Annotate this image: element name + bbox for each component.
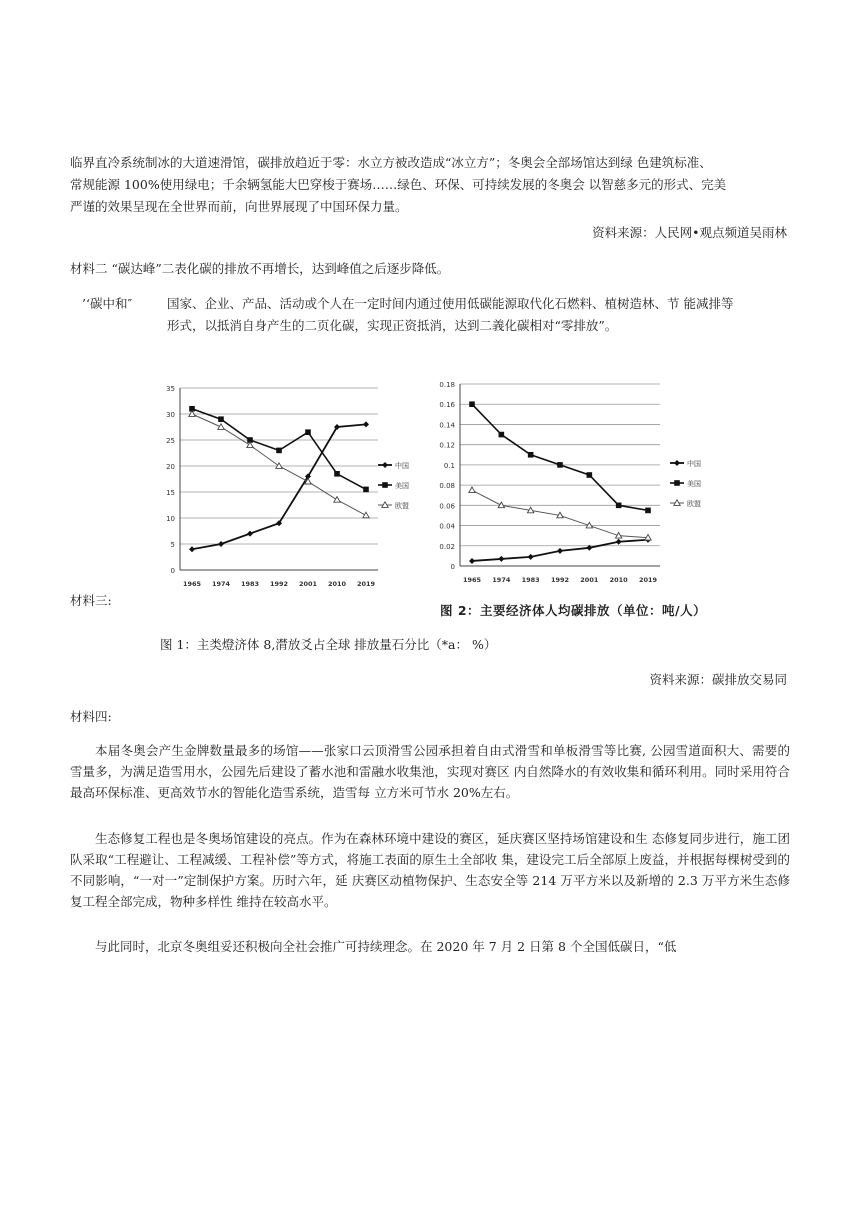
material1-source: 资料来源：人民网•观点频道吴雨林 (592, 225, 787, 240)
legend-marker (382, 482, 388, 488)
legend-label: 美国 (687, 480, 701, 488)
y-tick-label: 0.04 (439, 522, 455, 531)
data-point (334, 471, 340, 477)
x-tick-label: 2001 (298, 580, 318, 588)
material3-source: 资料来源：碳排放交易同 (649, 672, 787, 687)
data-point (498, 556, 504, 562)
legend-label: 中国 (687, 460, 701, 468)
data-point (616, 503, 622, 509)
legend-marker (382, 462, 388, 468)
chart-2-per-capita-emissions (430, 378, 720, 600)
x-tick-label: 1992 (269, 580, 289, 588)
data-point (218, 416, 224, 422)
y-tick-label: 0.16 (439, 401, 455, 410)
legend-marker (674, 480, 680, 486)
data-point (363, 512, 369, 518)
x-tick-label: 2001 (580, 576, 599, 584)
material4-paragraph-2: 生态修复工程也是冬奥场馆建设的亮点。作为在森林环境中建设的赛区，延庆赛区坚持场馆建设和生 态修复同步进行，施工团队采取“工程避让、工程减缓、工程补偿”等方式，将施工表面的原生土全部收 集，建设完工后全部原上废益，并根据每棵树受到的不同影响，“一对一”定制保护方案。历时六年，延 庆赛区动植物保护、生态安全等 214 万平方米以及新增的 2.3 万平方米生态修复工程全部完成，物种多样性 维持在较高水平。 (70, 831, 790, 909)
y-tick-label: 30 (166, 411, 175, 419)
y-tick-label: 0 (170, 567, 175, 575)
material4-label: 材料四: (70, 709, 112, 724)
data-point (218, 424, 224, 430)
y-tick-label: 10 (166, 515, 175, 523)
x-tick-label: 1974 (211, 580, 231, 588)
y-tick-label: 0.18 (439, 381, 455, 389)
x-tick-label: 2010 (327, 580, 347, 588)
x-tick-label: 2010 (609, 576, 628, 584)
data-point (557, 548, 563, 554)
y-tick-label: 0.12 (439, 441, 455, 450)
legend-marker (674, 460, 680, 466)
x-tick-label: 1965 (182, 580, 202, 588)
carbon-neutral-line-2: 形式，以抵消自身产生的二页化碳，实现正资抵消，达到二義化碳相对“零排放”。 (167, 318, 618, 333)
material4-paragraph-3: 与此同时，北京冬奥组妥还积极向全社会推广可持续理念。在 2020 年 7 月 2 日第 8 个全国低碳日，“低 (95, 939, 677, 954)
data-point (276, 448, 282, 454)
data-point (557, 462, 563, 468)
data-point (528, 554, 534, 560)
data-point (247, 442, 253, 448)
carbon-neutral-line-1: 国家、企业、产品、活动或个人在一定时间内通过使用低碳能源取代化石燃料、植树造林、节 能减排等 (167, 296, 734, 311)
y-tick-label: 0.1 (443, 461, 455, 470)
material2-line: 材料二 “碳达峰”二表化碳的排放不再增长，达到峰值之后逐步降低。 (70, 261, 450, 276)
y-tick-label: 0.08 (439, 482, 455, 491)
data-point (363, 487, 369, 493)
data-point (218, 541, 224, 547)
data-point (305, 429, 311, 435)
y-tick-label: 35 (166, 385, 175, 393)
legend-label: 美国 (395, 482, 409, 490)
y-tick-label: 0.06 (439, 502, 455, 511)
x-tick-label: 1974 (492, 576, 511, 584)
material3-label: 材料三: (70, 593, 112, 608)
series-line-0 (192, 424, 366, 549)
carbon-neutral-label: ’‘碳中和″ (82, 296, 133, 311)
legend-label: 中国 (395, 462, 409, 470)
material4-paragraph-1: 本届冬奥会产生金牌数量最多的场馆——张家口云顶滑雪公园承担着自由式滑雪和单板滑雪等比赛, 公园雪道面积大、需要的雪量多，为满足造雪用水，公园先后建设了蓄水池和雷融水收集池，实现对赛区 内自然降水的有效收集和循环利用。同时采用符合最高环保标准、更高效节水的智能化造雪系统，造雪每 立方米可节水 20%左右。 (70, 743, 790, 800)
data-point (528, 452, 534, 458)
data-point (469, 558, 475, 564)
material1-line-1: 临界直冷系统制冰的大道速滑馆，碳排放趋近于零：水立方被改造成“冰立方”；冬奥会全部场馆达到绿 色建筑标准、 (70, 155, 712, 170)
data-point (247, 531, 253, 537)
figure-2-caption: 图 2：主要经济体人均碳排放（单位：吨/人） (440, 603, 707, 618)
x-tick-label: 2019 (356, 580, 376, 588)
y-tick-label: 0.02 (439, 542, 455, 551)
legend-label: 欧盟 (687, 500, 701, 508)
data-point (499, 432, 505, 438)
x-tick-label: 1992 (550, 576, 570, 584)
x-tick-label: 1983 (521, 576, 540, 584)
y-tick-label: 0.14 (439, 421, 455, 430)
data-point (645, 508, 651, 514)
data-point (616, 539, 622, 545)
chart-1-share-of-global-emissions (150, 378, 420, 600)
x-tick-label: 1983 (240, 580, 260, 588)
material1-line-2: 常规能源 100%使用绿电；千余辆氢能大巴穿梭于赛场……绿色、环保、可持续发展的冬奥会 以智慈多元的形式、完美 (70, 177, 727, 192)
data-point (189, 411, 195, 417)
y-tick-label: 25 (166, 437, 175, 445)
y-tick-label: 15 (166, 489, 175, 497)
material1-line-3: 严谨的效果呈现在全世界而前，向世界展现了中国环保力量。 (70, 199, 408, 214)
y-tick-label: 0 (450, 563, 455, 571)
data-point (276, 463, 282, 469)
data-point (469, 487, 475, 493)
y-tick-label: 20 (166, 463, 175, 471)
data-point (189, 546, 195, 552)
data-point (334, 497, 340, 503)
x-tick-label: 2019 (638, 576, 658, 584)
series-line-1 (472, 404, 648, 510)
legend-label: 欧盟 (395, 502, 409, 510)
figure-1-caption: 图 1：主类燈济体 8,潸放爻占全球 排放量石分比（*a： %） (160, 637, 497, 652)
data-point (363, 421, 369, 427)
x-tick-label: 1965 (462, 576, 482, 584)
data-point (587, 472, 593, 478)
data-point (469, 401, 475, 407)
y-tick-label: 5 (170, 541, 175, 549)
